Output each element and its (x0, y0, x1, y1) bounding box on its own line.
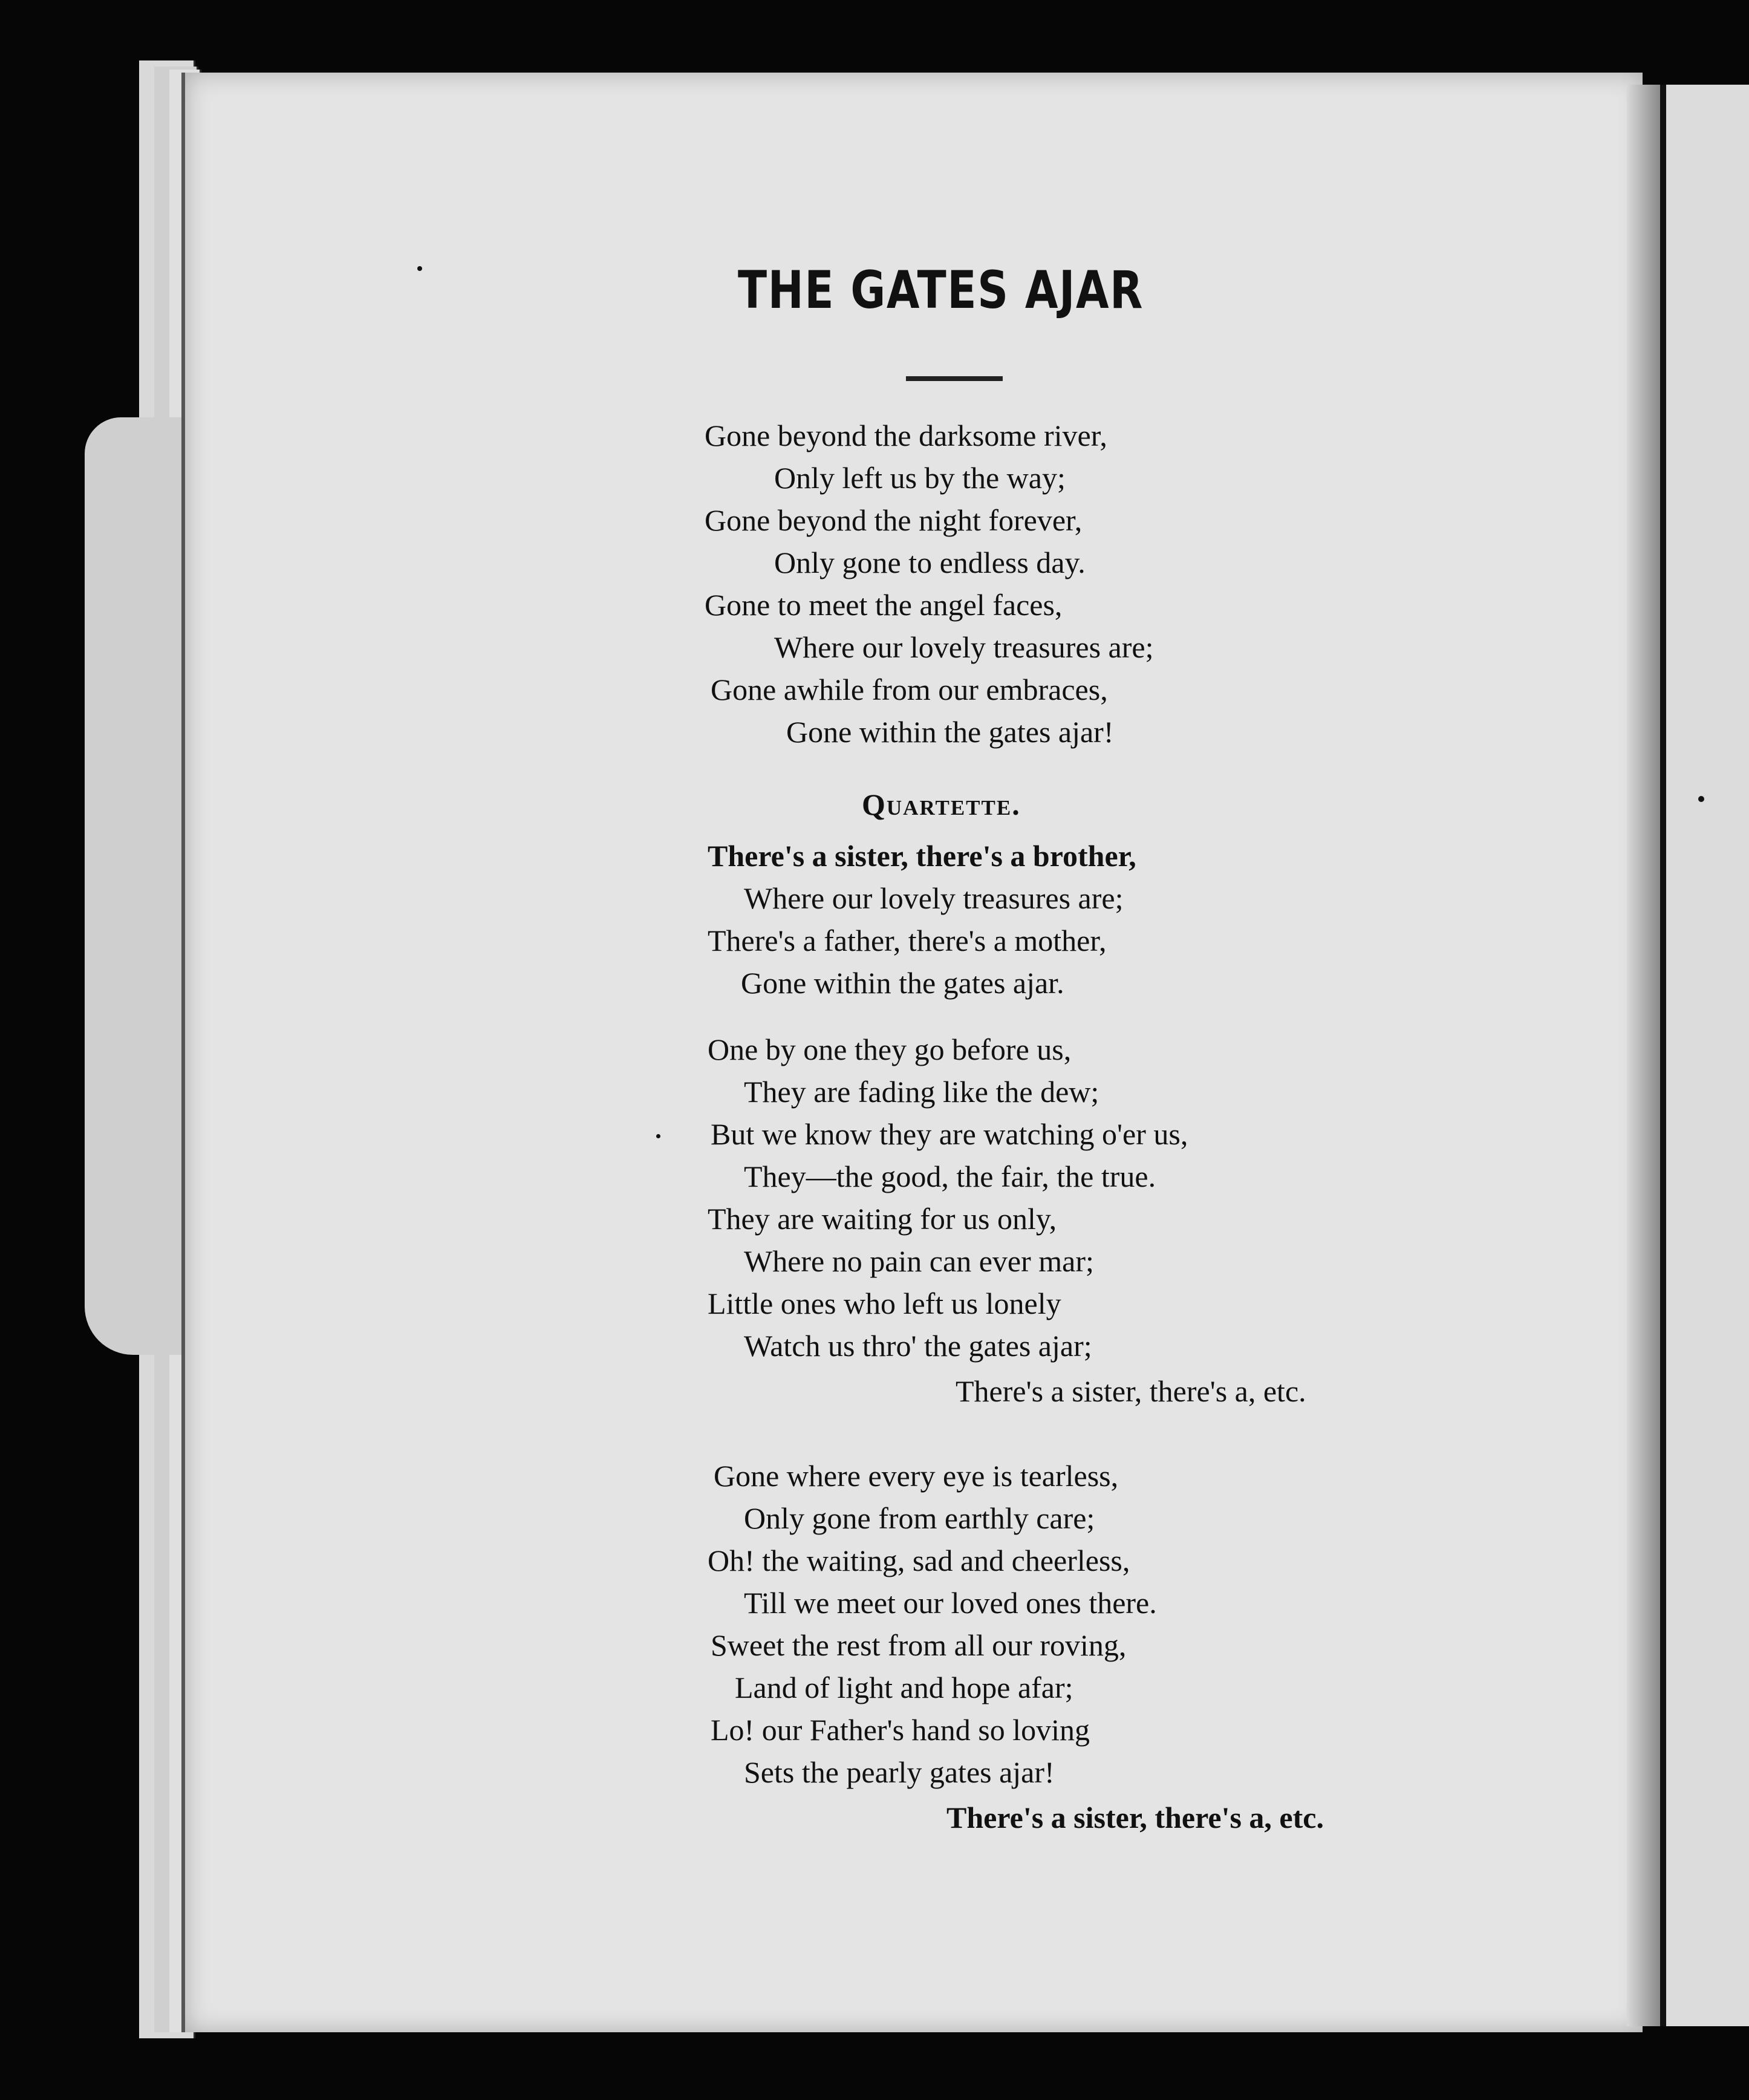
poem-line: There's a father, there's a mother, (708, 924, 1107, 957)
poem-line: Watch us thro' the gates ajar; (744, 1329, 1092, 1363)
poem-line: Gone within the gates ajar! (786, 715, 1114, 749)
poem-line: Only gone to endless day. (774, 546, 1086, 579)
poem-title: THE GATES AJAR (738, 260, 1144, 321)
facing-page (1660, 85, 1749, 2026)
poem-line: But we know they are watching o'er us, (711, 1117, 1188, 1151)
poem-line: Where our lovely treasures are; (774, 630, 1154, 664)
poem-line: Little ones who left us lonely (708, 1286, 1061, 1320)
poem-line: They—the good, the fair, the true. (744, 1159, 1156, 1193)
ink-speck (656, 1134, 660, 1138)
title-rule (906, 376, 1003, 381)
poem-line: Oh! the waiting, sad and cheerless, (708, 1544, 1130, 1577)
poem-line: Only left us by the way; (774, 461, 1066, 495)
poem-line: Gone within the gates ajar. (741, 966, 1064, 1000)
ink-speck (417, 266, 422, 271)
poem-line: Gone beyond the night forever, (705, 503, 1083, 537)
section-heading: Quartette. (862, 788, 1021, 821)
poem-line: One by one they go before us, (708, 1032, 1072, 1066)
ink-speck (1698, 796, 1704, 802)
poem-line: Where our lovely treasures are; (744, 881, 1124, 915)
poem-line: Gone to meet the angel faces, (705, 588, 1063, 622)
poem-line: Gone beyond the darksome river, (705, 419, 1107, 452)
poem-line: Where no pain can ever mar; (744, 1244, 1094, 1278)
poem-line: Only gone from earthly care; (744, 1501, 1095, 1535)
poem-line: Gone where every eye is tearless, (714, 1459, 1119, 1493)
refrain-line: There's a sister, there's a, etc. (946, 1801, 1324, 1834)
poem-line: Sets the pearly gates ajar! (744, 1755, 1055, 1789)
poem-line: Gone awhile from our embraces, (711, 673, 1108, 706)
poem-line: There's a sister, there's a brother, (708, 839, 1136, 873)
poem-line: Till we meet our loved ones there. (744, 1586, 1157, 1620)
refrain-line: There's a sister, there's a, etc. (956, 1374, 1306, 1408)
gutter-shadow (1627, 85, 1660, 2026)
poem-line: They are fading like the dew; (744, 1075, 1099, 1109)
poem-line: They are waiting for us only, (708, 1202, 1057, 1236)
poem-line: Lo! our Father's hand so loving (711, 1713, 1090, 1747)
poem-line: Sweet the rest from all our roving, (711, 1628, 1127, 1662)
poem-line: Land of light and hope afar; (735, 1671, 1073, 1704)
